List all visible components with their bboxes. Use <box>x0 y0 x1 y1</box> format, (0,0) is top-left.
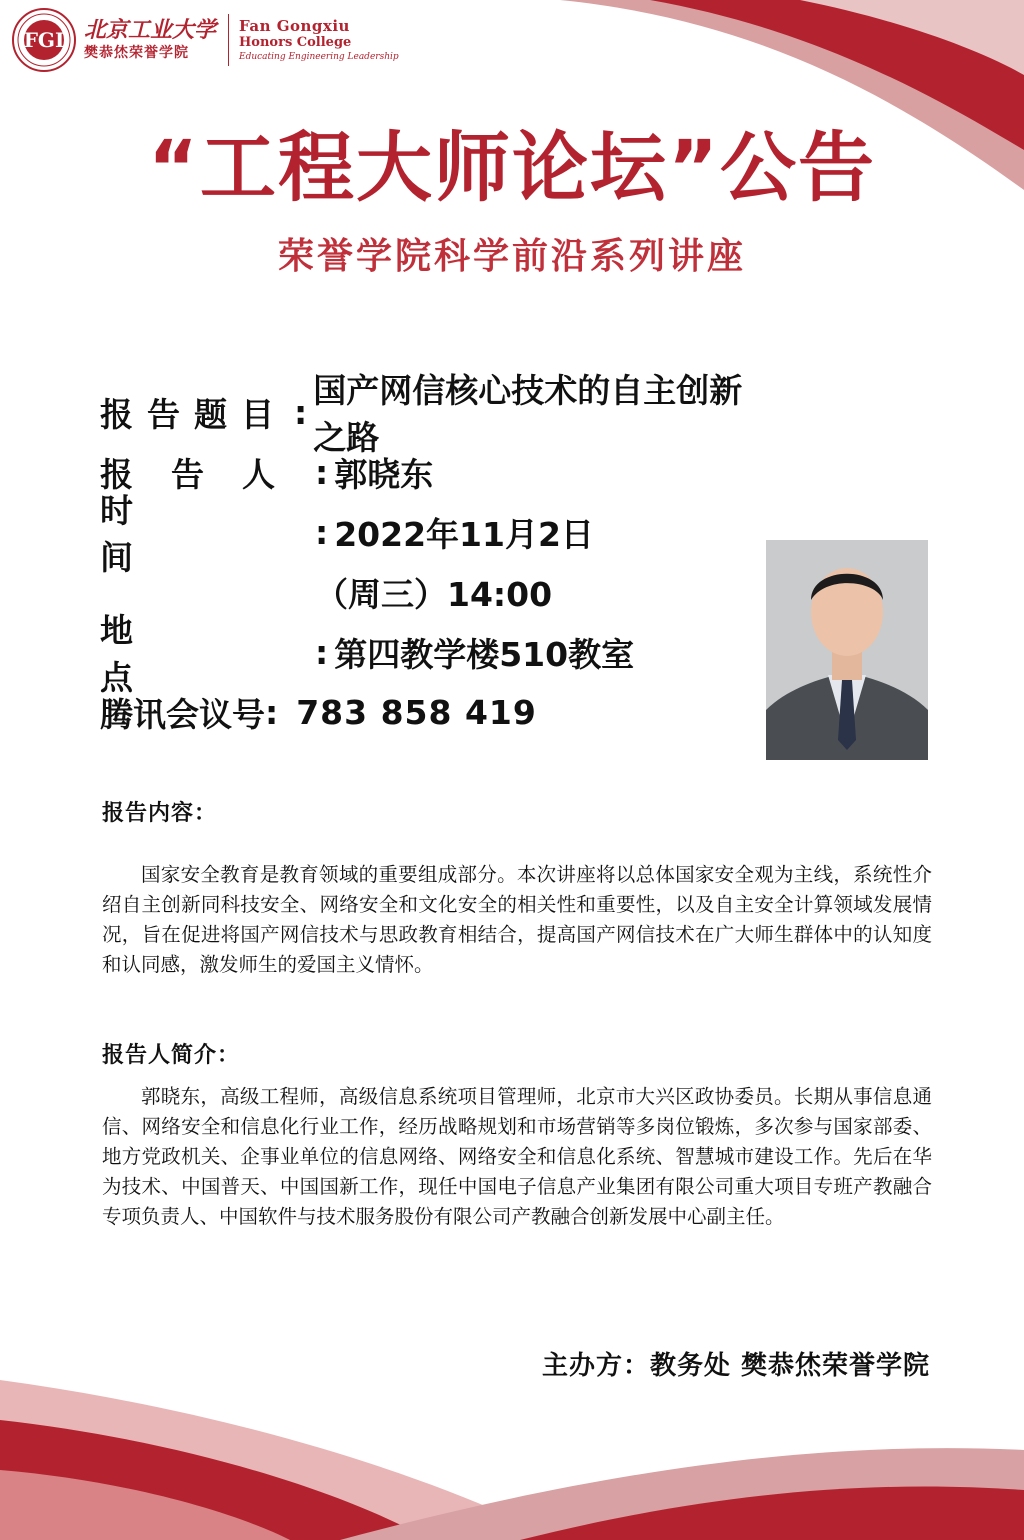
host-organizer: 主办方：教务处 樊恭烋荣誉学院 <box>541 1351 930 1381</box>
speaker-value: 郭晓东 <box>334 454 434 494</box>
page-subtitle: 荣誉学院科学前沿系列讲座 <box>277 236 746 277</box>
date-value: 2022年11月2日 <box>334 514 594 554</box>
topic-label: 报告题目 <box>100 394 288 434</box>
meeting-id-value: 783 858 419 <box>296 692 537 732</box>
meeting-row: 腾讯会议号 : 783 858 419 <box>100 682 760 742</box>
speaker-label: 报告人 <box>100 454 313 494</box>
meeting-label: 腾讯会议号 <box>100 694 265 734</box>
place-value: 第四教学楼510教室 <box>334 634 635 674</box>
speaker-photo <box>766 540 928 760</box>
place-label: 地点 <box>100 611 245 697</box>
time-row: 时间 : 2022年11月2日 <box>100 502 760 562</box>
event-info <box>100 371 760 742</box>
content-heading: 报告内容： <box>102 801 218 826</box>
divider <box>228 14 229 66</box>
time-label: 时间 <box>100 491 245 577</box>
college-name-en-line2: Honors College <box>239 34 352 50</box>
university-name: 北京工业大学 <box>84 17 217 43</box>
college-name-cn: 樊恭烋荣誉学院 <box>84 45 189 61</box>
topic-row: 报告题目 : 国产网信核心技术的自主创新之路 <box>100 382 760 442</box>
seal-text: FGI <box>24 20 64 60</box>
weekday-time-value: （周三）14:00 <box>315 574 553 614</box>
bio-text: 郭晓东，高级工程师，高级信息系统项目管理师，北京市大兴区政协委员。长期从事信息通信、网络安全和信息化行业工作，经历战略规划和市场营销等多岗位锻炼，多次参与国家部委、地方党政机关、企事业单位的信息网络、网络安全和信息化系统、智慧城市建设工作。先后在华为技术、中国普天、中国国新工作，现任中国电子信息产业集团有限公司重大项目专班产教融合专项负责人、中国软件与技术服务股份有限公司产教融合创新发展中心副主任。 <box>102 1085 932 1228</box>
university-seal-icon <box>12 8 76 72</box>
place-row: 地点 : 第四教学楼510教室 <box>100 622 760 682</box>
bio-heading: 报告人简介： <box>102 1043 241 1068</box>
college-name-en-line1: Fan Gongxiu <box>239 16 350 35</box>
header-logo <box>12 6 399 74</box>
content-text: 国家安全教育是教育领域的重要组成部分。本次讲座将以总体国家安全观为主线，系统性介绍自主创新同科技安全、网络安全和文化安全的相关性和重要性，以及自主安全计算领域发展情况，旨在促进将国产网信技术与思政教育相结合，提高国产网信技术在广大师生群体中的认知度和认同感，激发师生的爱国主义情怀。 <box>102 863 932 976</box>
page-title: “工程大师论坛”公告 <box>148 123 876 212</box>
speaker-row: 报告人 : 郭晓东 <box>100 442 760 502</box>
topic-value: 国产网信核心技术的自主创新之路 <box>313 371 743 457</box>
college-tagline: Educating Engineering Leadership <box>239 51 399 62</box>
